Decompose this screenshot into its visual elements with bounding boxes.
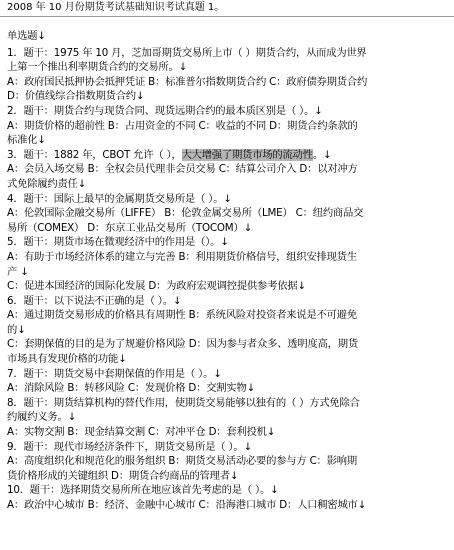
highlighted-text: 大大增强了期货市场的流动性 <box>181 148 313 161</box>
text-line <box>7 454 447 469</box>
line-text: 1．题干：1975 年 10 月，芝加哥期货交易所上市（ ）期货合约，从而成为世界 <box>7 46 367 59</box>
line-text: 标准化↓ <box>7 134 46 147</box>
text-line <box>7 162 447 177</box>
text-line <box>7 498 447 513</box>
text-line <box>7 381 447 396</box>
text-line <box>7 396 447 411</box>
line-text: A：实物交割 B：现金结算交割 C：对冲平仓 D：套利投机↓ <box>7 426 276 439</box>
text-line <box>7 148 447 163</box>
text-line <box>7 119 447 134</box>
text-line <box>7 265 447 280</box>
line-text: 市场具有发现价格的功能↓ <box>7 353 127 366</box>
line-text: 10．题干：选择期货交易所所在地应该首先考虑的是（ ）。↓ <box>7 484 279 497</box>
text-line <box>7 352 447 367</box>
text-line <box>7 75 447 90</box>
text-line <box>7 60 447 75</box>
text-line <box>7 235 447 250</box>
line-text: C：促进本国经济的国际化发展 D：为政府宏观调控提供参考依据↓ <box>7 280 306 293</box>
line-text: 上第一个推出利率期货合约的交易所。↓ <box>7 61 188 74</box>
text-line <box>7 440 447 455</box>
text-line <box>7 46 447 61</box>
text-line <box>7 177 447 192</box>
text-line <box>7 323 447 338</box>
line-text: C：套期保值的目的是为了规避价格风险 D：因为参与者众多、透明度高，期货 <box>7 338 358 351</box>
title-divider <box>0 16 454 17</box>
text-line <box>7 367 447 382</box>
text-line <box>7 206 447 221</box>
text-line <box>7 308 447 323</box>
line-text: 货价格形成的关键组织 D：期货合约商品的管理者↓ <box>7 469 239 482</box>
text-line <box>7 279 447 294</box>
line-text: D：价值线综合指数期货合约↓ <box>7 90 145 103</box>
text-line <box>7 294 447 309</box>
text-line <box>7 250 447 265</box>
line-text: 式免除履约责任↓ <box>7 177 87 190</box>
line-text: 易所（COMEX） D：东京工业品交易所（TOCOM）↓ <box>7 221 252 234</box>
line-text: A：期货价格的超前性 B：占用资金的不同 C：收益的不同 D：期货合约条款的 <box>7 119 358 132</box>
text-line <box>7 425 447 440</box>
text-line <box>7 337 447 352</box>
line-text: 产 ↓ <box>7 265 29 278</box>
line-text: A：消除风险 B：转移风险 C：发现价格 D：交割实物↓ <box>7 382 256 395</box>
line-text: A：高度组织化和规范化的服务组织 B：期货交易活动必要的参与方 C：影响期 <box>7 455 357 468</box>
line-text: 的↓ <box>7 323 26 336</box>
line-text: A：伦敦国际金融交易所（LIFFE） B：伦敦金属交易所（LME） C：纽约商品交 <box>7 207 364 220</box>
line-text: 。↓ <box>312 148 332 161</box>
line-text: 3．题干：1882 年，CBOT 允许（ ）， <box>7 148 182 161</box>
line-text: A：政府国民抵押协会抵押凭证 B：标准普尔指数期货合约 C：政府债券期货合约 <box>7 75 368 88</box>
text-line <box>7 89 447 104</box>
question-lines <box>7 46 447 513</box>
line-text: A：有助于市场经济体系的建立与完善 B：利用期货价格信号，组织安排现货生 <box>7 250 357 263</box>
line-text: 7．题干：期货交易中套期保值的作用是（ ）。↓ <box>7 367 222 380</box>
text-line <box>7 221 447 236</box>
line-text: A：会员入场交易 B：全权会员代理非会员交易 C：结算公司介入 D：以对冲方 <box>7 163 358 176</box>
line-text: A：政治中心城市 B：经济、金融中心城市 C：沿海港口城市 D：人口稠密城市↓ <box>7 499 367 511</box>
text-line <box>7 133 447 148</box>
line-text: 8．题干：期货结算机构的替代作用，使期货交易能够以独有的（ ）方式免除合 <box>7 396 360 409</box>
section-heading: 单选题↓ <box>7 30 46 42</box>
line-text: 2．题干：期货合约与现货合同、现货远期合约的最本质区别是（ ）。↓ <box>7 104 323 117</box>
line-text: 约履约义务。↓ <box>7 411 77 424</box>
text-line <box>7 483 447 498</box>
text-line <box>7 192 447 207</box>
document-body <box>7 29 447 513</box>
text-line <box>7 469 447 484</box>
document-title: 2008 年 10 月份期货考试基础知识考试真题 1。 <box>7 2 225 13</box>
line-text: 4．题干：国际上最早的金属期货交易所是（ ）。↓ <box>7 192 232 205</box>
line-text: 6．题干：以下说法不正确的是（ ）。↓ <box>7 294 182 307</box>
line-text: 9．题干：现代市场经济条件下，期货交易所是（ ）。↓ <box>7 440 252 453</box>
line-text: A：通过期货交易形成的价格具有周期性 B：系统风险对投资者来说是不可避免 <box>7 309 357 322</box>
text-line <box>7 410 447 425</box>
text-line <box>7 104 447 119</box>
line-text: 5．题干：期货市场在微观经济中的作用是（）。↓ <box>7 236 229 249</box>
